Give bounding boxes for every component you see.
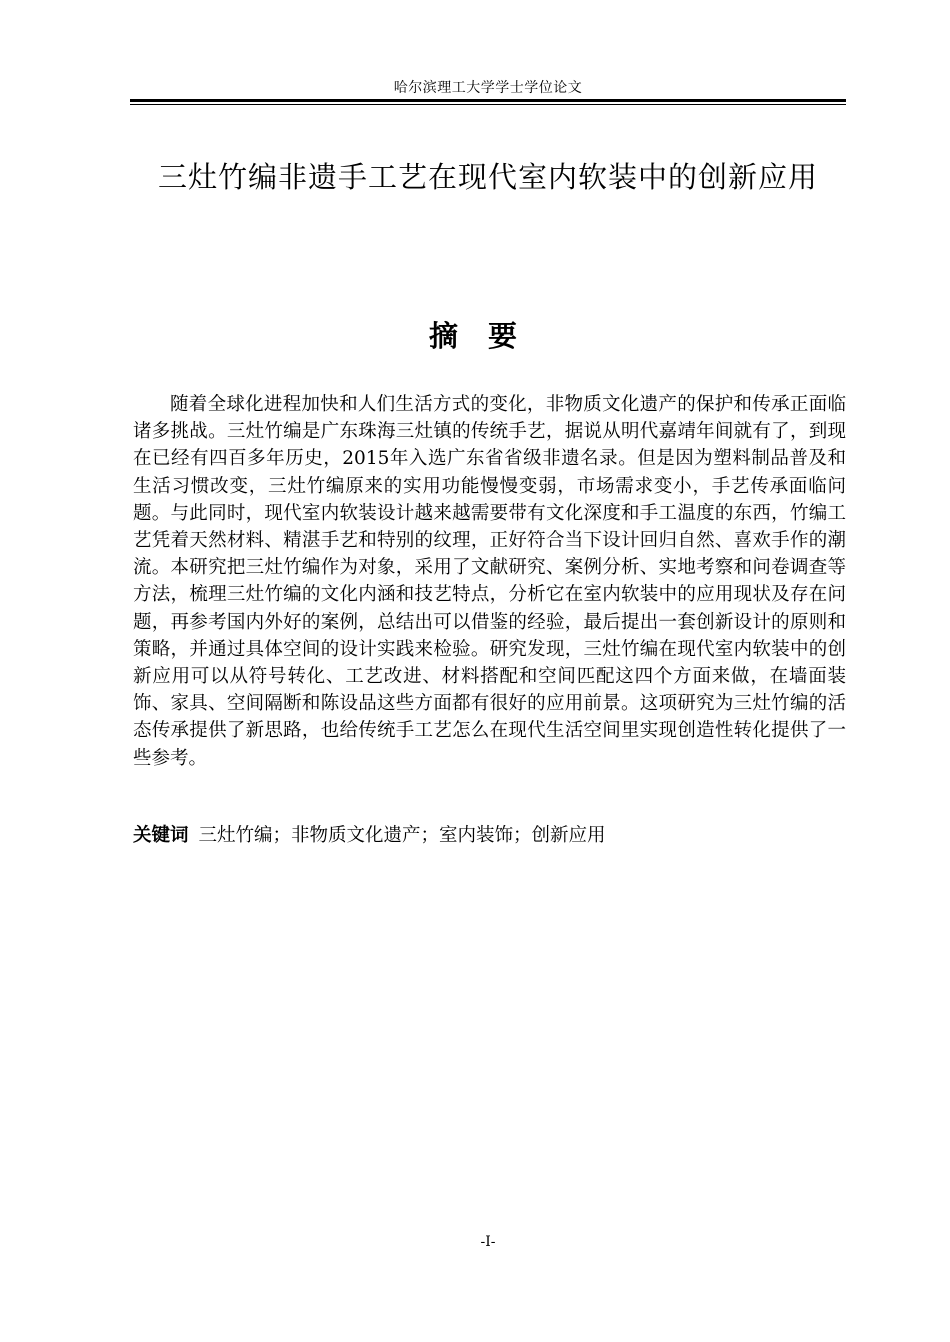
running-header: 哈尔滨理工大学学士学位论文 bbox=[393, 80, 583, 96]
page-number: -I- bbox=[480, 1234, 496, 1250]
header-rule-thin bbox=[130, 104, 846, 105]
paper-title: 三灶竹编非遗手工艺在现代室内软装中的创新应用 bbox=[157, 160, 818, 194]
abstract-body: 随着全球化进程加快和人们生活方式的变化，非物质文化遗产的保护和传承正面临诸多挑战。三灶竹编是广东珠海三灶镇的传统手艺，据说从明代嘉靖年间就有了，到现在已经有四百多年历史，2015年入选广东省省级非遗名录。但是因为塑料制品普及和生活习惯改变，三灶竹编原来的实用功能慢慢变弱，市场需求变小，手艺传承面临问题。与此同时，现代室内软装设计越来越需要带有文化深度和手工温度的东西，竹编工艺凭着天然材料、精湛手艺和特别的纹理，正好符合当下设计回归自然、喜欢手作的潮流。本研究把三灶竹编作为对象，采用了文献研究、案例分析、实地考察和问卷调查等方法，梳理三灶竹编的文化内涵和技艺特点，分析它在室内软装中的应用现状及存在问题，再参考国内外好的案例，总结出可以借鉴的经验，最后提出一套创新设计的原则和策略，并通过具体空间的设计实践来检验。研究发现，三灶竹编在现代室内软装中的创新应用可以从符号转化、工艺改进、材料搭配和空间匹配这四个方面来做，在墙面装饰、家具、空间隔断和陈设品这些方面都有很好的应用前景。这项研究为三灶竹编的活态传承提供了新思路，也给传统手工艺怎么在现代生活空间里实现创造性转化提供了一些参考。 bbox=[133, 394, 846, 769]
keywords-value: 三灶竹编；非物质文化遗产；室内装饰；创新应用 bbox=[198, 825, 606, 846]
keywords-label: 关键词 bbox=[133, 825, 189, 846]
header-rule-thick bbox=[130, 99, 846, 102]
abstract-heading: 摘要 bbox=[428, 319, 547, 353]
keywords-line bbox=[133, 822, 846, 850]
